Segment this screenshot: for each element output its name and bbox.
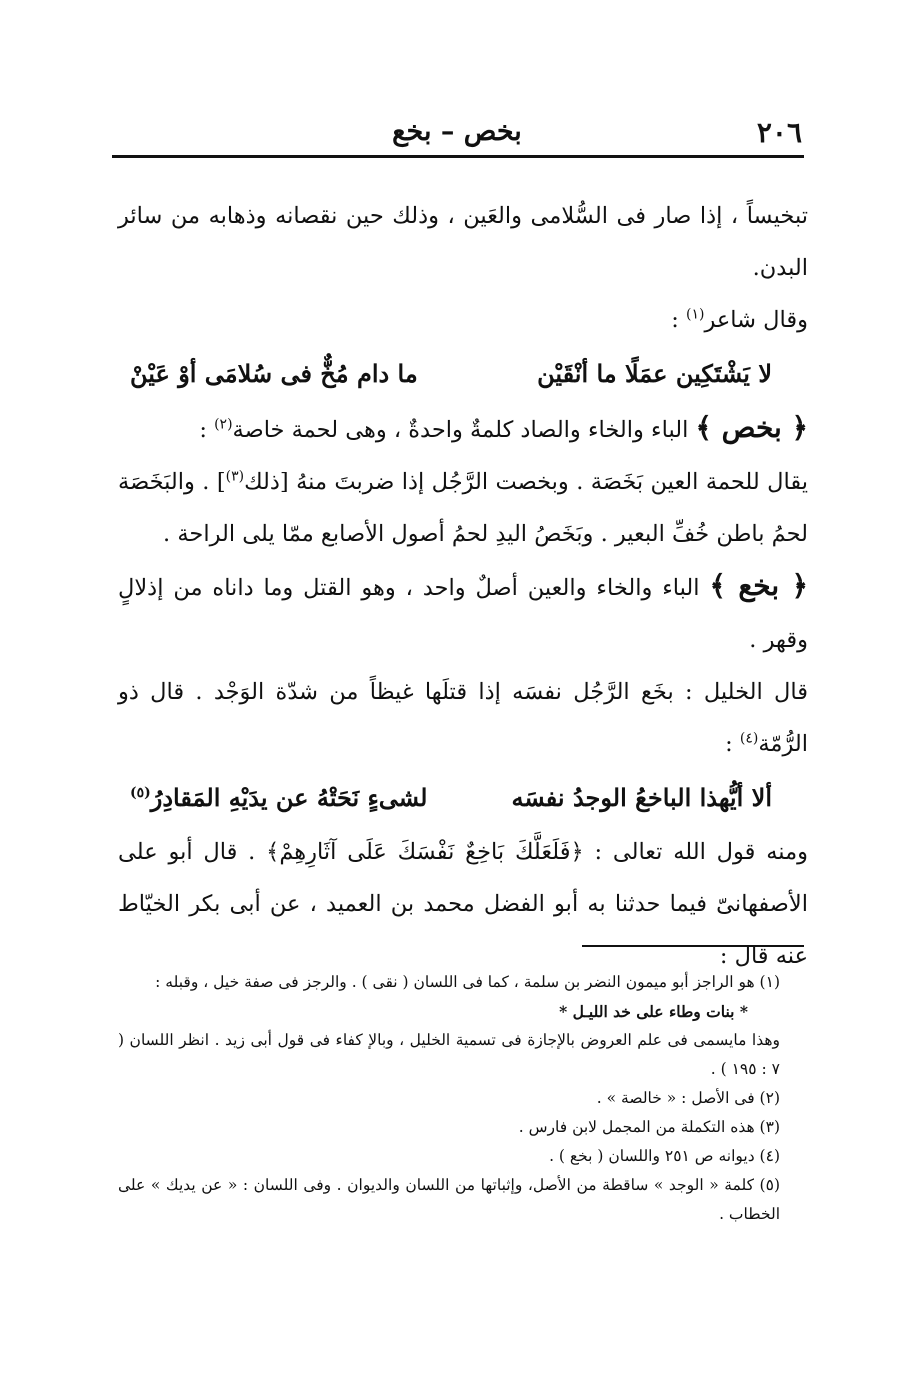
header-rule bbox=[112, 155, 804, 158]
paragraph-2: وقال شاعر$^{(١)}$ : bbox=[671, 306, 808, 333]
verse-2-hemistich-a: ألا أيُّهذا الباخعُ الوجدُ نفسَه bbox=[511, 783, 772, 812]
footnote-1-note: وهذا مايسمى فى علم العروض بالإجازة فى تسمية الخليل ، وبالإ كفاء فى قول أبى زيد . انظر اللسان ( ٧ : ١٩٥ ) . bbox=[118, 1031, 780, 1078]
paragraph-1: تبخيساً ، إذا صار فى السُّلامى والعَين ، وذلك حين نقصانه وذهابه من سائر البدن. bbox=[118, 203, 808, 281]
verse-1-hemistich-a: لا يَشْتَكِين عمَلًا ما أنْقَيْن bbox=[537, 359, 772, 388]
entry-bakhaa: ﴿ بخع ﴾ الباء والخاء والعين أصلٌ واحد ، وهو القتل وما داناه من إذلالٍ وقهر . bbox=[118, 569, 809, 653]
entry-bakhasa: ﴿ بخص ﴾ الباء والخاء والصاد كلمةٌ واحدةٌ ، وهى لحمة خاصة$^{(٢)}$ : bbox=[199, 411, 808, 444]
verse-1 bbox=[118, 346, 808, 402]
paragraph-4: قال الخليل : بخَع الرَّجُل نفسَه إذا قتلَها غيظاً من شدّة الوَجْد . قال ذو الرُّمّة$^{(٤)}$ : bbox=[118, 679, 808, 757]
running-title: بخص – بخع bbox=[392, 116, 522, 147]
paragraph-3: يقال للحمة العين بَخَصَة . وبخصت الرَّجُل إذا ضربتَ منهُ [ذلك$^{(٣)}$] . والبَخَصَة لحمُ باطن خُفِّ البعير . وبَخَصُ اليدِ لحمُ أصول الأصابع ممّا يلى الراحة . bbox=[118, 468, 808, 547]
paragraph-5: ومنه قول الله تعالى : ﴿فَلَعَلَّكَ بَاخِعٌ نَفْسَكَ عَلَى آثَارِهِمْ﴾ . قال أبو على الأصفهانىّ فيما حدثنا به أبو الفضل محمد بن العميد ، عن أبى بكر الخيّاط عنه قال : bbox=[118, 839, 808, 969]
verse-2-hemistich-b: لشىءٍ نَحَتْهُ عن يدَيْهِ المَقادِرُ$^{(٥)}$ bbox=[130, 783, 428, 812]
verse-1-hemistich-b: ما دام مُخٌّ فى سُلامَى أوْ عَيْنْ bbox=[130, 359, 418, 388]
footnotes bbox=[118, 968, 808, 1229]
entry-headword-bakhasa: بخص bbox=[721, 411, 782, 444]
footnote-rule bbox=[582, 945, 804, 947]
page-number: ٢٠٦ bbox=[756, 116, 802, 149]
footnote-ref-3[interactable]: (٣) bbox=[225, 468, 245, 485]
footnote-1-quote: * بنات وطاء على خد الليـل * bbox=[559, 1002, 748, 1021]
main-text bbox=[118, 190, 808, 982]
footnote-5: (٥) كلمة « الوجد » ساقطة من الأصل، وإثباتها من اللسان والديوان . وفى اللسان : « عن يديك » على الخطاب . bbox=[118, 1176, 780, 1223]
verse-2 bbox=[118, 770, 808, 826]
footnote-ref-1[interactable]: (١) bbox=[686, 306, 705, 323]
footnote-ref-2[interactable]: (٢) bbox=[214, 416, 233, 433]
footnote-2: (٢) فى الأصل : « خالصة » . bbox=[596, 1089, 780, 1107]
page-header bbox=[112, 112, 802, 152]
footnote-1: (١) هو الراجز أبو ميمون النضر بن سلمة ، كما فى اللسان ( نقى ) . والرجز فى صفة خيل ، وقبله : bbox=[155, 973, 780, 991]
footnote-ref-4[interactable]: (٤) bbox=[739, 730, 759, 747]
footnote-ref-5[interactable]: (٥) bbox=[130, 785, 151, 801]
entry-headword-bakhaa: بخع bbox=[738, 569, 780, 602]
footnote-3: (٣) هذه التكملة من المجمل لابن فارس . bbox=[518, 1118, 780, 1136]
footnote-4: (٤) ديوانه ص ٢٥١ واللسان ( بخع ) . bbox=[549, 1147, 780, 1165]
